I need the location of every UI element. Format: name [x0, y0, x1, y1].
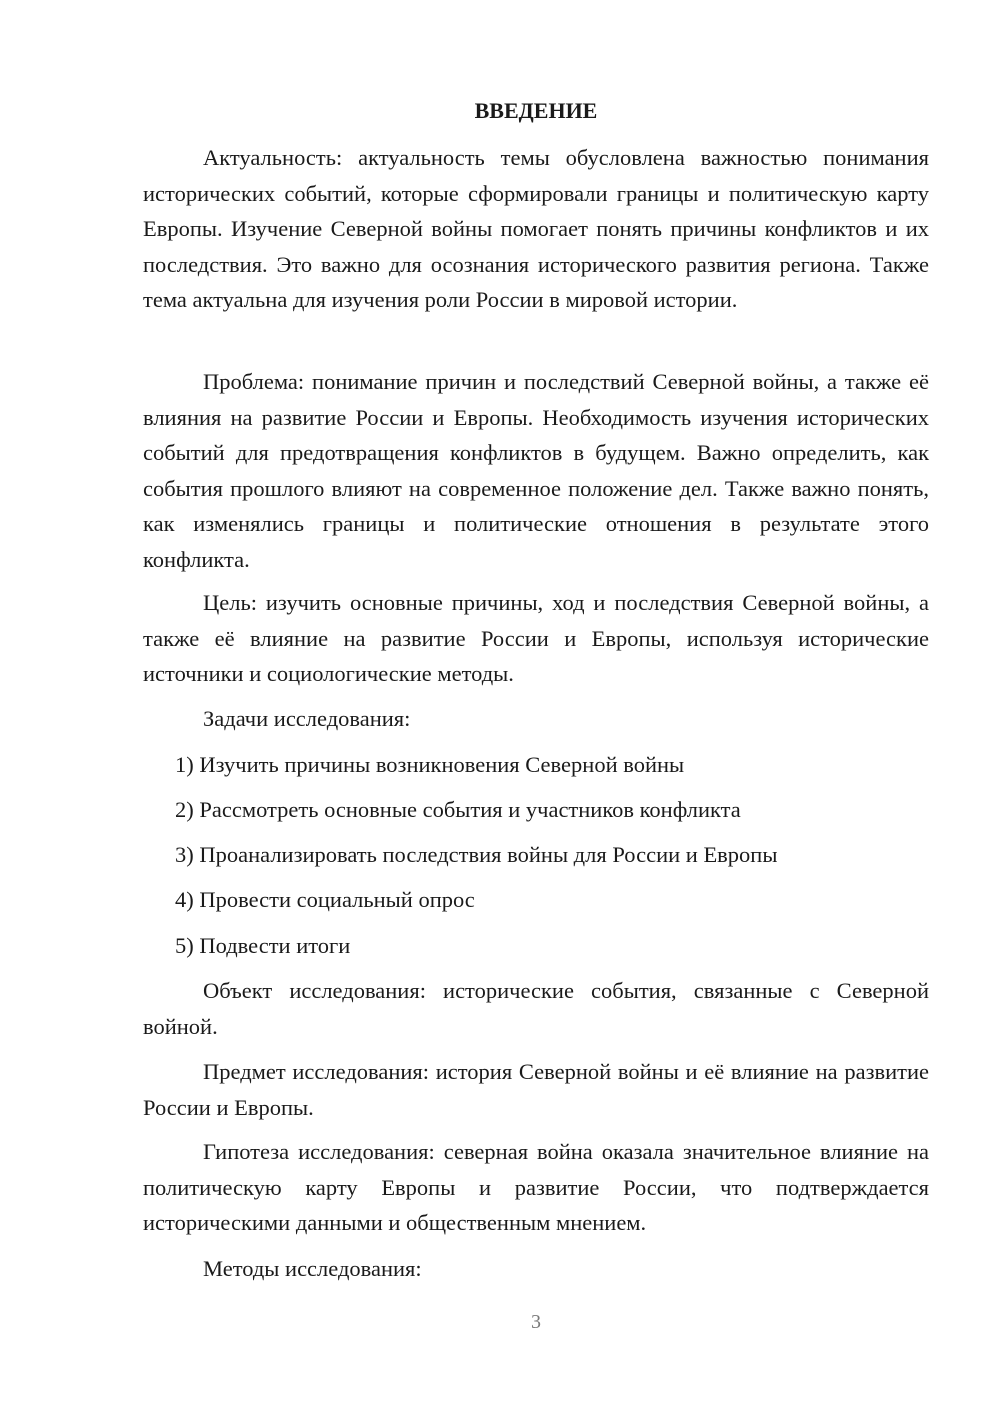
list-item: 3) Проанализировать последствия войны для России и Европы [175, 842, 778, 867]
goal-paragraph: Цель: изучить основные причины, ход и последствия Северной войны, а также её влияние на развитие России и Европы, используя исторические источники и социологические методы. [143, 590, 929, 686]
problem-paragraph: Проблема: понимание причин и последствий Северной войны, а также её влияния на развитие России и Европы. Необходимость изучения исторических событий для предотвращения конфликтов в будущем. Важно определить, как события прошлого влияют на современное положение дел. Также важно понять, как изменялись границы и политические отношения в результате этого конфликта. [143, 369, 929, 572]
list-item: 5) Подвести итоги [175, 933, 351, 958]
object-paragraph: Объект исследования: исторические события, связанные с Северной войной. [143, 978, 929, 1039]
page-number: 3 [531, 1311, 541, 1333]
tasks-heading: Задачи исследования: [203, 706, 411, 731]
methods-heading: Методы исследования: [203, 1256, 422, 1281]
relevance-paragraph: Актуальность: актуальность темы обусловлена важностью понимания исторических событий, которые сформировали границы и политическую карту Европы. Изучение Северной войны помогает понять причины конфликтов и их последствия. Это важно для осознания исторического развития региона. Также тема актуальна для изучения роли России в мировой истории. [143, 145, 929, 312]
list-item: 2) Рассмотреть основные события и участников конфликта [175, 797, 741, 822]
page-title: ВВЕДЕНИЕ [474, 98, 598, 123]
subject-paragraph: Предмет исследования: история Северной войны и её влияние на развитие России и Европы. [143, 1059, 929, 1120]
list-item: 4) Провести социальный опрос [175, 887, 475, 912]
document-page [143, 0, 929, 1414]
list-item: 1) Изучить причины возникновения Северной войны [175, 752, 685, 777]
hypothesis-paragraph: Гипотеза исследования: северная война оказала значительное влияние на политическую карту Европы и развитие России, что подтверждается историческими данными и общественным мнением. [143, 1139, 929, 1235]
